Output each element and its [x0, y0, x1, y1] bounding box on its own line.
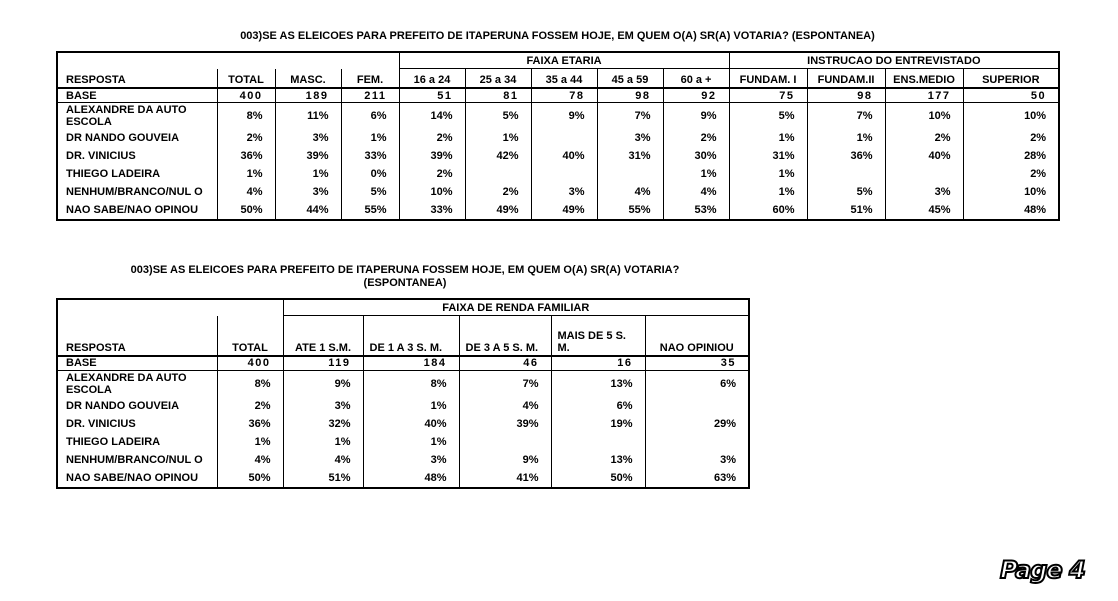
table-cell: 44% [275, 201, 341, 220]
table-cell: 10% [963, 103, 1059, 130]
table-cell: 36% [217, 147, 275, 165]
table-cell: 51 [399, 88, 465, 103]
table-cell: 19% [551, 415, 645, 433]
table-cell [597, 165, 663, 183]
table-cell: 1% [217, 165, 275, 183]
table-cell: 9% [531, 103, 597, 130]
table-row [57, 165, 1059, 183]
col-header: NAO OPINIOU [645, 316, 749, 356]
row-label: BASE [57, 356, 217, 371]
table-cell: 98 [807, 88, 885, 103]
table-cell: 35 [645, 356, 749, 371]
col-header: DE 1 A 3 S. M. [363, 316, 459, 356]
table-cell: 6% [645, 370, 749, 397]
table-cell: 42% [465, 147, 531, 165]
table-cell: 51% [807, 201, 885, 220]
col-header: 16 a 24 [399, 69, 465, 89]
table1-title: 003)SE AS ELEICOES PARA PREFEITO DE ITAPERUNA FOSSEM HOJE, EM QUEM O(A) SR(A) VOTARIA? (ESPONTANEA) [240, 30, 875, 42]
table-cell: 3% [275, 183, 341, 201]
group-instrucao: INSTRUCAO DO ENTREVISTADO [729, 52, 1059, 69]
table-cell: 1% [283, 433, 363, 451]
table-cell: 51% [283, 469, 363, 488]
table-cell: 184 [363, 356, 459, 371]
table-cell: 39% [459, 415, 551, 433]
table-cell [531, 129, 597, 147]
col-header: ATE 1 S.M. [283, 316, 363, 356]
table-cell [551, 433, 645, 451]
table-cell: 3% [283, 397, 363, 415]
col-header: ENS.MEDIO [885, 69, 963, 89]
table-cell: 31% [597, 147, 663, 165]
table-cell: 400 [217, 88, 275, 103]
table-cell: 1% [729, 165, 807, 183]
table-cell: 1% [807, 129, 885, 147]
table-cell: 40% [531, 147, 597, 165]
table-cell: 400 [217, 356, 283, 371]
table-row [57, 397, 749, 415]
table-cell: 3% [597, 129, 663, 147]
table-cell: 11% [275, 103, 341, 130]
table-cell: 2% [963, 165, 1059, 183]
table1 [56, 51, 1060, 221]
table-cell: 6% [341, 103, 399, 130]
table-cell: 7% [807, 103, 885, 130]
table-cell: 3% [363, 451, 459, 469]
table-cell: 8% [217, 103, 275, 130]
table-row [57, 415, 749, 433]
table-cell [459, 433, 551, 451]
table-cell: 33% [341, 147, 399, 165]
row-label: NAO SABE/NAO OPINOU [66, 471, 199, 484]
table2-title-line1: 003)SE AS ELEICOES PARA PREFEITO DE ITAPERUNA FOSSEM HOJE, EM QUEM O(A) SR(A) VOTARIA? [130, 264, 680, 276]
table-cell: 1% [465, 129, 531, 147]
table-cell: 50% [217, 201, 275, 220]
table-cell: 1% [275, 165, 341, 183]
table-cell: 5% [465, 103, 531, 130]
table-cell: 1% [663, 165, 729, 183]
table-cell: 9% [459, 451, 551, 469]
table-cell: 2% [963, 129, 1059, 147]
table-cell [645, 433, 749, 451]
table-cell: 1% [341, 129, 399, 147]
group-faixa-etaria: FAIXA ETARIA [399, 52, 729, 69]
table-cell: 33% [399, 201, 465, 220]
table-cell: 30% [663, 147, 729, 165]
table-cell: 177 [885, 88, 963, 103]
table-cell: 50% [551, 469, 645, 488]
col-header: MASC. [275, 69, 341, 89]
table-cell: 36% [217, 415, 283, 433]
table-cell: 13% [551, 370, 645, 397]
table-cell: 92 [663, 88, 729, 103]
table-cell: 48% [963, 201, 1059, 220]
table-cell: 45% [885, 201, 963, 220]
col-header: FUNDAM. I [729, 69, 807, 89]
table-cell: 0% [341, 165, 399, 183]
col-header: SUPERIOR [963, 69, 1059, 89]
col-header: 45 a 59 [597, 69, 663, 89]
table-cell: 98 [597, 88, 663, 103]
table-row [57, 88, 1059, 103]
table-cell: 55% [341, 201, 399, 220]
table-cell: 10% [963, 183, 1059, 201]
table-cell: 49% [531, 201, 597, 220]
table-cell: 2% [663, 129, 729, 147]
table-cell: 13% [551, 451, 645, 469]
table-cell: 81 [465, 88, 531, 103]
table-cell: 14% [399, 103, 465, 130]
table-cell [807, 165, 885, 183]
table-cell: 41% [459, 469, 551, 488]
table-cell: 5% [341, 183, 399, 201]
table-cell: 1% [363, 433, 459, 451]
table-cell: 50 [963, 88, 1059, 103]
table-cell: 39% [275, 147, 341, 165]
table-cell: 2% [217, 397, 283, 415]
table-cell: 39% [399, 147, 465, 165]
row-label: DR NANDO GOUVEIA [66, 132, 180, 144]
table-row [57, 201, 1059, 220]
row-label: THIEGO LADEIRA [66, 435, 161, 448]
table-cell: 4% [597, 183, 663, 201]
table-cell: 5% [807, 183, 885, 201]
table-cell: 9% [663, 103, 729, 130]
row-label: BASE [57, 88, 217, 103]
resposta-header: RESPOSTA [57, 69, 217, 89]
row-label: ALEXANDRE DA AUTO ESCOLA [66, 371, 187, 396]
table-cell: 9% [283, 370, 363, 397]
table-cell [885, 165, 963, 183]
table2-title-line2: (ESPONTANEA) [363, 277, 447, 289]
table-cell: 2% [217, 129, 275, 147]
table2 [56, 298, 750, 489]
table-cell: 36% [807, 147, 885, 165]
table-cell: 119 [283, 356, 363, 371]
table-cell: 28% [963, 147, 1059, 165]
table-row [57, 129, 1059, 147]
table-cell: 2% [399, 165, 465, 183]
table-cell: 10% [399, 183, 465, 201]
table-cell: 4% [217, 451, 283, 469]
table-cell: 53% [663, 201, 729, 220]
col-header: FEM. [341, 69, 399, 89]
table-cell: 4% [283, 451, 363, 469]
table-cell: 1% [729, 183, 807, 201]
table-cell: 60% [729, 201, 807, 220]
table-cell: 29% [645, 415, 749, 433]
table-cell: 6% [551, 397, 645, 415]
col-header: 60 a + [663, 69, 729, 89]
table-cell: 50% [217, 469, 283, 488]
row-label: ALEXANDRE DA AUTO ESCOLA [66, 104, 187, 128]
col-header: TOTAL [217, 69, 275, 89]
table-cell: 2% [399, 129, 465, 147]
row-label: THIEGO LADEIRA [66, 168, 161, 180]
table-row [57, 147, 1059, 165]
table-cell: 40% [363, 415, 459, 433]
table-cell: 211 [341, 88, 399, 103]
group-faixa-renda: FAIXA DE RENDA FAMILIAR [283, 299, 749, 316]
col-header: MAIS DE 5 S. M. [551, 316, 645, 356]
table-cell: 7% [459, 370, 551, 397]
col-header: 25 a 34 [465, 69, 531, 89]
table-cell: 189 [275, 88, 341, 103]
table-cell: 78 [531, 88, 597, 103]
table-cell: 2% [465, 183, 531, 201]
col-header: TOTAL [217, 316, 283, 356]
table-row [57, 103, 1059, 130]
table-cell: 49% [465, 201, 531, 220]
table-cell: 7% [597, 103, 663, 130]
table-cell: 10% [885, 103, 963, 130]
table2-body [57, 356, 749, 488]
col-header: 35 a 44 [531, 69, 597, 89]
table-cell: 8% [217, 370, 283, 397]
table-cell: 75 [729, 88, 807, 103]
table2-title [60, 264, 750, 290]
table-cell: 55% [597, 201, 663, 220]
table-cell [465, 165, 531, 183]
table-cell: 5% [729, 103, 807, 130]
table-cell: 3% [531, 183, 597, 201]
table-cell: 40% [885, 147, 963, 165]
table-row [57, 433, 749, 451]
row-label: DR. VINICIUS [66, 150, 136, 162]
row-label: DR. VINICIUS [66, 417, 136, 430]
table-cell [531, 165, 597, 183]
table-cell: 2% [885, 129, 963, 147]
table-cell: 46 [459, 356, 551, 371]
table-cell: 3% [885, 183, 963, 201]
row-label: NENHUM/BRANCO/NUL O [66, 453, 203, 466]
table-cell: 3% [275, 129, 341, 147]
table-cell: 3% [645, 451, 749, 469]
table-row [57, 183, 1059, 201]
table-cell: 1% [729, 129, 807, 147]
table-row [57, 451, 749, 469]
page-number-badge: Page 4 [1000, 556, 1085, 584]
table-cell: 1% [363, 397, 459, 415]
resposta-header: RESPOSTA [57, 316, 217, 356]
table-cell: 4% [217, 183, 275, 201]
table-cell: 16 [551, 356, 645, 371]
table-cell: 4% [459, 397, 551, 415]
table-row [57, 370, 749, 397]
table1-body [57, 88, 1059, 220]
table-cell: 32% [283, 415, 363, 433]
row-label: DR NANDO GOUVEIA [66, 399, 180, 412]
table-row [57, 469, 749, 488]
table-cell [645, 397, 749, 415]
table-cell: 48% [363, 469, 459, 488]
row-label: NAO SABE/NAO OPINOU [66, 204, 199, 216]
table-cell: 31% [729, 147, 807, 165]
table-cell: 1% [217, 433, 283, 451]
row-label: NENHUM/BRANCO/NUL O [66, 186, 203, 198]
table-row [57, 356, 749, 371]
table-cell: 63% [645, 469, 749, 488]
col-header: FUNDAM.II [807, 69, 885, 89]
table-cell: 8% [363, 370, 459, 397]
col-header: DE 3 A 5 S. M. [459, 316, 551, 356]
table-cell: 4% [663, 183, 729, 201]
